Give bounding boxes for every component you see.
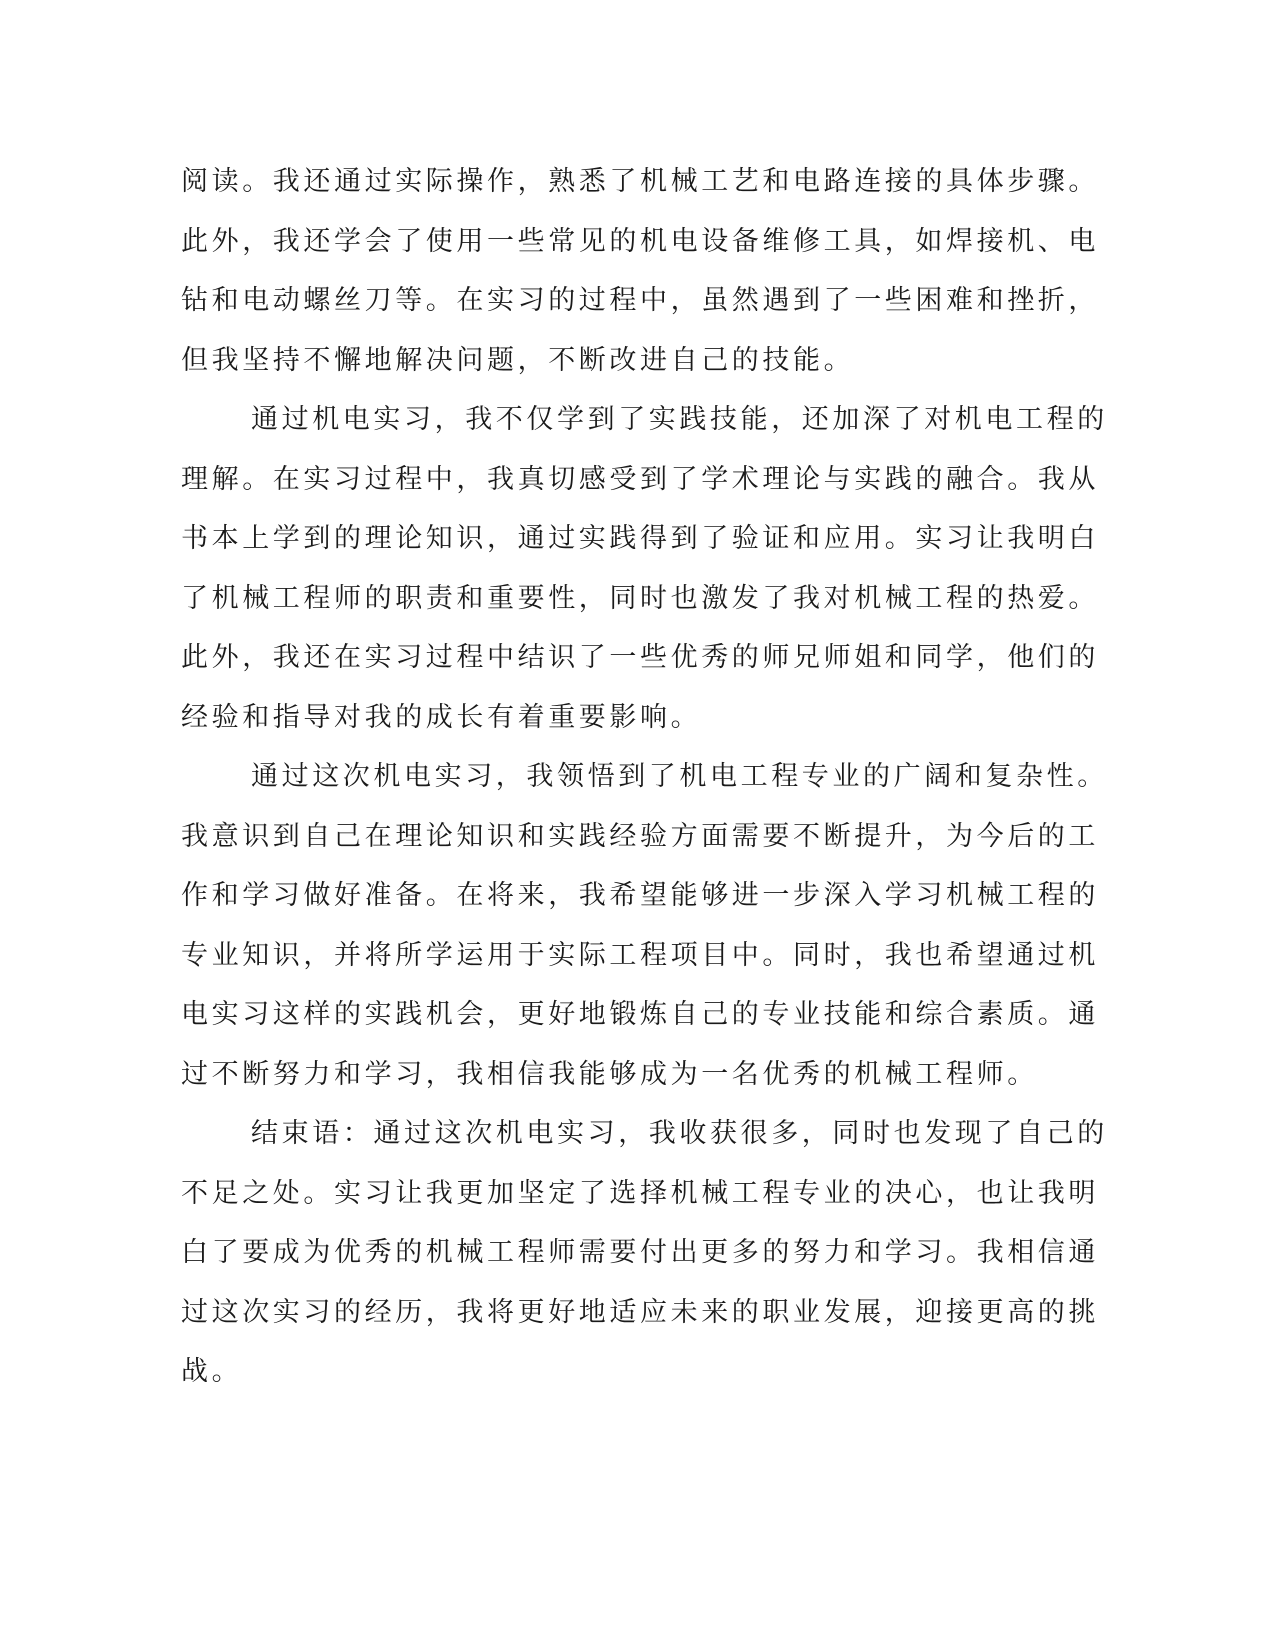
document-body [181,152,1108,1402]
text-line: 结束语：通过这次机电实习，我收获很多，同时也发现了自己的 [251,1118,1108,1149]
text-line: 经验和指导对我的成长有着重要影响。 [181,701,702,733]
paragraph [181,390,1108,747]
text-line: 了机械工程师的职责和重要性，同时也激发了我对机械工程的热爱。 [181,582,1099,614]
paragraph [181,152,1099,390]
text-line: 书本上学到的理论知识，通过实践得到了验证和应用。实习让我明白 [181,523,1099,554]
text-line: 通过这次机电实习，我领悟到了机电工程专业的广阔和复杂性。 [251,761,1108,792]
text-line: 白了要成为优秀的机械工程师需要付出更多的努力和学习。我相信通 [181,1237,1099,1268]
text-line: 过这次实习的经历，我将更好地适应未来的职业发展，迎接更高的挑 [181,1296,1099,1328]
text-line: 电实习这样的实践机会，更好地锻炼自己的专业技能和综合素质。通 [181,999,1099,1030]
text-line: 我意识到自己在理论知识和实践经验方面需要不断提升，为今后的工 [181,820,1099,852]
text-line: 但我坚持不懈地解决问题，不断改进自己的技能。 [181,344,855,376]
paragraph [181,1104,1108,1402]
text-line: 理解。在实习过程中，我真切感受到了学术理论与实践的融合。我从 [181,463,1099,495]
text-line: 通过机电实习，我不仅学到了实践技能，还加深了对机电工程的 [251,404,1108,435]
text-line: 过不断努力和学习，我相信我能够成为一名优秀的机械工程师。 [181,1058,1038,1090]
paragraph [181,747,1108,1104]
text-line: 专业知识，并将所学运用于实际工程项目中。同时，我也希望通过机 [181,939,1099,971]
text-line: 不足之处。实习让我更加坚定了选择机械工程专业的决心，也让我明 [181,1177,1099,1209]
text-line: 战。 [181,1356,243,1387]
text-line: 此外，我还在实习过程中结识了一些优秀的师兄师姐和同学，他们的 [181,642,1099,673]
text-line: 阅读。我还通过实际操作，熟悉了机械工艺和电路连接的具体步骤。 [181,166,1099,197]
text-line: 此外，我还学会了使用一些常见的机电设备维修工具，如焊接机、电 [181,225,1099,257]
text-line: 钻和电动螺丝刀等。在实习的过程中，虽然遇到了一些困难和挫折， [181,285,1099,316]
text-line: 作和学习做好准备。在将来，我希望能够进一步深入学习机械工程的 [181,880,1099,911]
